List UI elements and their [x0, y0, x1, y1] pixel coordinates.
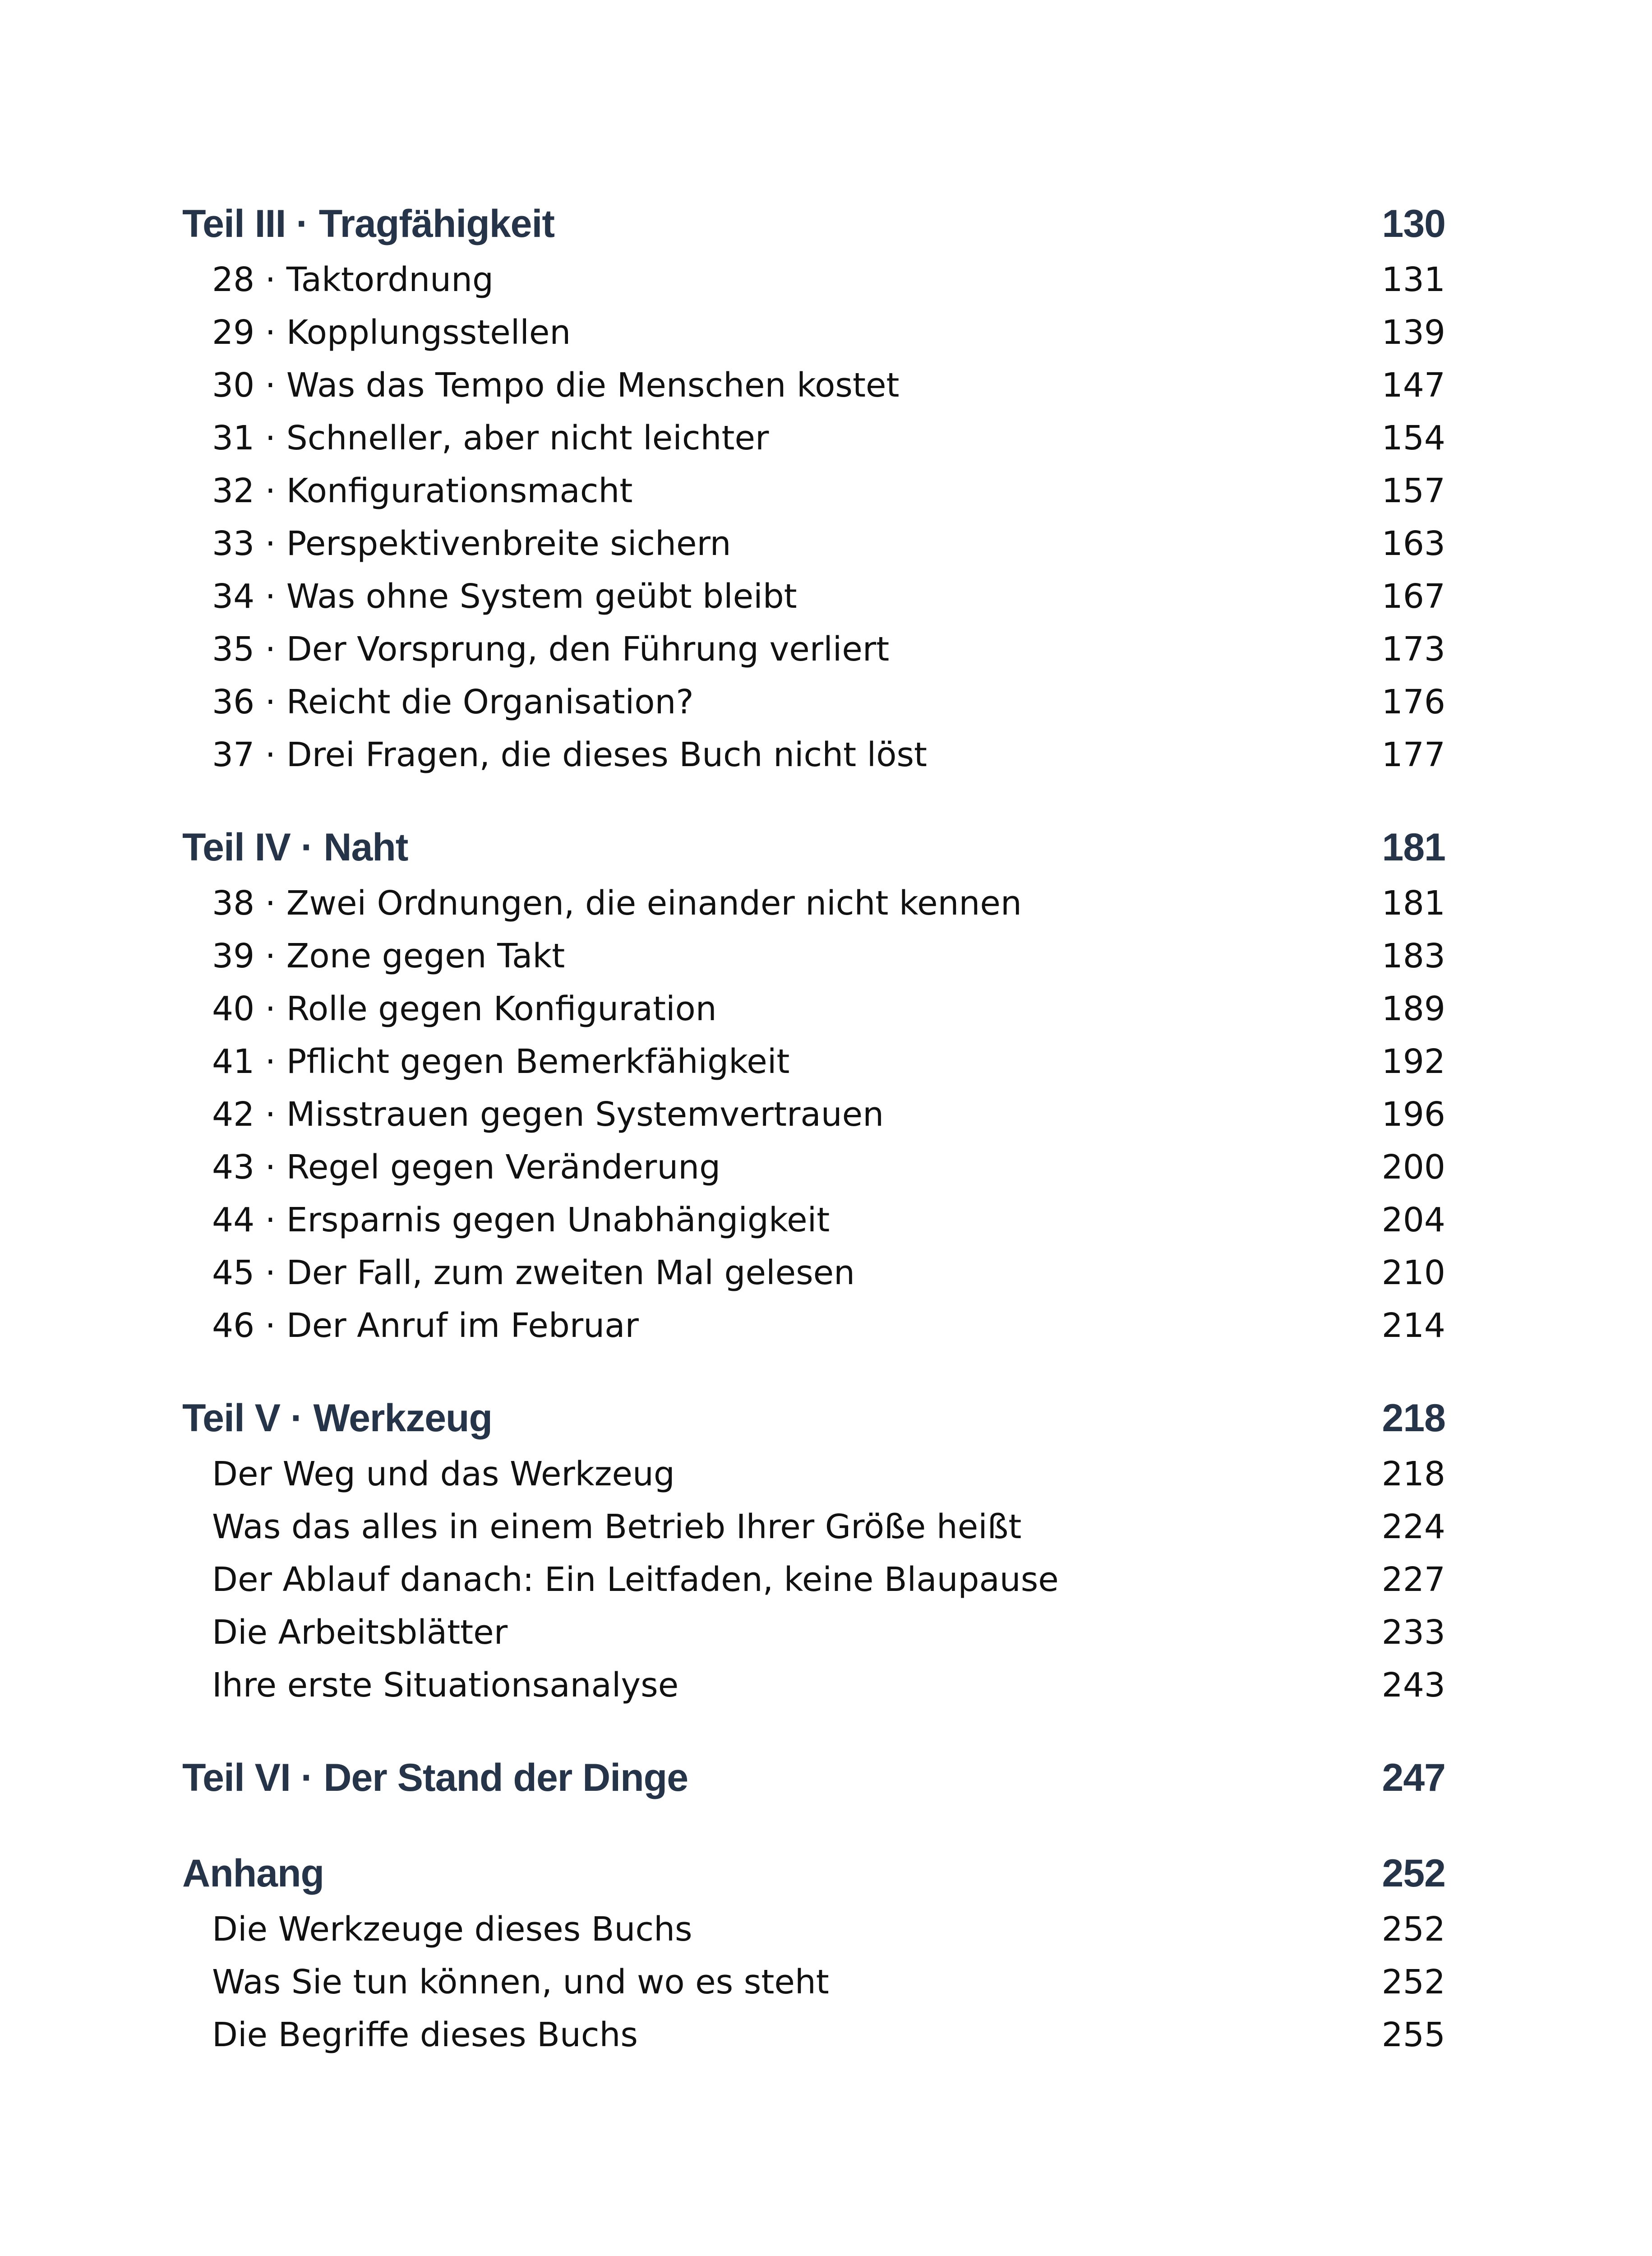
toc-entry-page-number: 218	[1381, 1455, 1445, 1493]
toc-entry-title: 41 · Pflicht gegen Bemerkfähigkeit	[212, 1042, 790, 1081]
toc-entry-page-number: 173	[1381, 630, 1445, 669]
toc-entry-title: 44 · Ersparnis gegen Unabhängigkeit	[212, 1201, 830, 1239]
toc-entry-page-number: 154	[1381, 419, 1445, 458]
toc-part-page-number: 181	[1382, 826, 1445, 869]
toc-entry	[182, 359, 1445, 412]
toc-entry-title: 46 · Der Anruf im Februar	[212, 1306, 639, 1345]
toc-entry	[182, 1299, 1445, 1352]
toc-entry-page-number: 163	[1381, 524, 1445, 563]
toc-part-title: Teil IV · Naht	[182, 826, 408, 869]
toc-entry	[182, 254, 1445, 306]
toc-part	[182, 818, 1445, 1352]
toc-entry-page-number: 243	[1381, 1666, 1445, 1705]
toc-entry-title: Die Arbeitsblätter	[212, 1613, 508, 1652]
toc-part	[182, 194, 1445, 781]
toc-part-title: Teil III · Tragfähigkeit	[182, 202, 554, 245]
toc-entry	[182, 676, 1445, 729]
toc-entry-page-number: 167	[1381, 577, 1445, 616]
toc-entry	[182, 570, 1445, 623]
toc-entry	[182, 465, 1445, 518]
toc-part-title: Anhang	[182, 1852, 324, 1895]
toc-part-page-number: 252	[1382, 1852, 1445, 1895]
toc-entry-page-number: 252	[1381, 1963, 1445, 2002]
toc-entry-title: 43 · Regel gegen Veränderung	[212, 1148, 721, 1187]
toc-entry	[182, 1553, 1445, 1606]
toc-entry	[182, 412, 1445, 465]
toc-part-page-number: 247	[1382, 1756, 1445, 1799]
toc-part-heading	[182, 1844, 1445, 1903]
toc-entry-title: Ihre erste Situationsanalyse	[212, 1666, 679, 1705]
toc-entry-page-number: 192	[1381, 1042, 1445, 1081]
toc-entry-page-number: 139	[1381, 313, 1445, 352]
toc-entry-page-number: 131	[1381, 260, 1445, 299]
toc-entry-title: 28 · Taktordnung	[212, 260, 494, 299]
toc-entry-title: 32 · Konfigurationsmacht	[212, 472, 633, 510]
toc-entry-page-number: 214	[1381, 1306, 1445, 1345]
toc-entry	[182, 729, 1445, 781]
table-of-contents	[182, 194, 1445, 2098]
toc-entry-title: 33 · Perspektivenbreite sichern	[212, 524, 731, 563]
toc-part-title: Teil VI · Der Stand der Dinge	[182, 1756, 688, 1799]
toc-entry-page-number: 196	[1381, 1095, 1445, 1134]
toc-entry-title: 36 · Reicht die Organisation?	[212, 683, 694, 721]
toc-entry-page-number: 252	[1381, 1910, 1445, 1949]
toc-entry	[182, 1088, 1445, 1141]
toc-entry	[182, 930, 1445, 983]
toc-entry	[182, 1606, 1445, 1659]
toc-entry-page-number: 176	[1381, 683, 1445, 721]
toc-entry-title: Die Werkzeuge dieses Buchs	[212, 1910, 692, 1949]
toc-entry-page-number: 147	[1381, 366, 1445, 405]
toc-part	[182, 1748, 1445, 1808]
toc-entry-title: Was das alles in einem Betrieb Ihrer Größe heißt	[212, 1507, 1022, 1546]
toc-entry-title: 38 · Zwei Ordnungen, die einander nicht kennen	[212, 884, 1022, 923]
toc-entry-title: 39 · Zone gegen Takt	[212, 937, 565, 975]
toc-entry	[182, 1141, 1445, 1194]
toc-entry	[182, 1903, 1445, 1956]
toc-entry-title: 34 · Was ohne System geübt bleibt	[212, 577, 797, 616]
toc-entry	[182, 518, 1445, 570]
toc-entry-page-number: 204	[1381, 1201, 1445, 1239]
toc-entry-page-number: 255	[1381, 2016, 1445, 2054]
toc-entry-title: Der Weg und das Werkzeug	[212, 1455, 675, 1493]
toc-part-heading	[182, 1388, 1445, 1448]
toc-entry	[182, 623, 1445, 676]
toc-entry-page-number: 200	[1381, 1148, 1445, 1187]
toc-part-heading	[182, 194, 1445, 254]
toc-entry-page-number: 210	[1381, 1253, 1445, 1292]
toc-entry	[182, 983, 1445, 1036]
toc-entry-page-number: 157	[1381, 472, 1445, 510]
toc-entry-title: 35 · Der Vorsprung, den Führung verliert	[212, 630, 890, 669]
toc-entry-title: Der Ablauf danach: Ein Leitfaden, keine Blaupause	[212, 1560, 1059, 1599]
toc-entry-title: Was Sie tun können, und wo es steht	[212, 1963, 829, 2002]
toc-entry-page-number: 183	[1381, 937, 1445, 975]
toc-entry-page-number: 177	[1381, 735, 1445, 774]
toc-entry	[182, 1247, 1445, 1299]
toc-entry-page-number: 189	[1381, 989, 1445, 1028]
toc-part	[182, 1844, 1445, 2062]
toc-part-page-number: 218	[1382, 1396, 1445, 1440]
toc-entry	[182, 306, 1445, 359]
toc-part-page-number: 130	[1382, 202, 1445, 245]
toc-entry	[182, 1501, 1445, 1553]
toc-entry-title: 31 · Schneller, aber nicht leichter	[212, 419, 769, 458]
toc-entry	[182, 1036, 1445, 1088]
toc-entry-page-number: 224	[1381, 1507, 1445, 1546]
toc-part-heading	[182, 818, 1445, 877]
toc-entry-title: Die Begriffe dieses Buchs	[212, 2016, 638, 2054]
toc-entry-title: 29 · Kopplungsstellen	[212, 313, 571, 352]
toc-entry	[182, 877, 1445, 930]
toc-part-title: Teil V · Werkzeug	[182, 1396, 493, 1440]
toc-entry	[182, 1956, 1445, 2009]
toc-entry-title: 45 · Der Fall, zum zweiten Mal gelesen	[212, 1253, 855, 1292]
toc-entry-title: 42 · Misstrauen gegen Systemvertrauen	[212, 1095, 884, 1134]
toc-entry-title: 30 · Was das Tempo die Menschen kostet	[212, 366, 900, 405]
toc-part-heading	[182, 1748, 1445, 1808]
toc-entry-page-number: 233	[1381, 1613, 1445, 1652]
toc-entry	[182, 1659, 1445, 1712]
toc-entry-title: 37 · Drei Fragen, die dieses Buch nicht löst	[212, 735, 928, 774]
toc-part	[182, 1388, 1445, 1712]
toc-entry	[182, 2009, 1445, 2062]
toc-entry-title: 40 · Rolle gegen Konfiguration	[212, 989, 717, 1028]
toc-entry	[182, 1194, 1445, 1247]
toc-entry	[182, 1448, 1445, 1501]
toc-entry-page-number: 227	[1381, 1560, 1445, 1599]
toc-entry-page-number: 181	[1381, 884, 1445, 923]
